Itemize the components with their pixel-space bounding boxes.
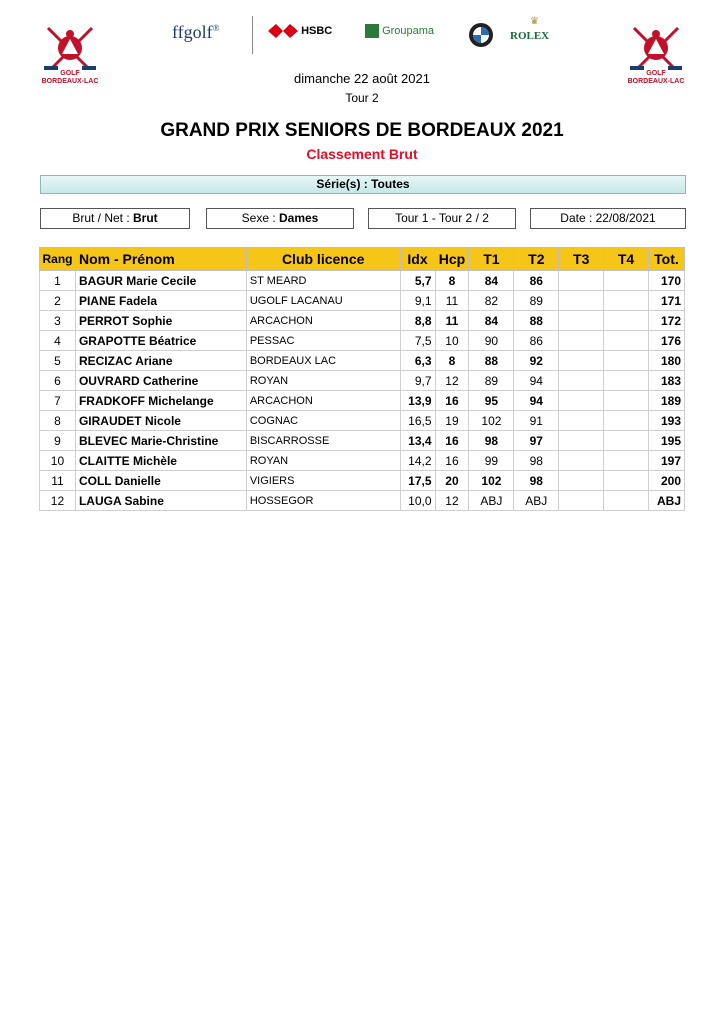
page-subtitle: Classement Brut [306, 146, 418, 162]
handicap-cell: 12 [435, 491, 469, 511]
t3-score-cell [559, 271, 604, 291]
date-filter: Date : 22/08/2021 [530, 208, 686, 229]
index-cell: 13,4 [400, 431, 435, 451]
index-cell: 9,7 [400, 371, 435, 391]
handicap-cell: 8 [435, 271, 469, 291]
rolex-crown-icon: ♛ [530, 16, 539, 27]
t4-score-cell [604, 411, 649, 431]
total-score-cell: 176 [648, 331, 684, 351]
rank-cell: 7 [40, 391, 76, 411]
page-title: GRAND PRIX SENIORS DE BORDEAUX 2021 [160, 120, 564, 141]
hsbc-logo: HSBC [268, 24, 332, 38]
handicap-cell: 16 [435, 431, 469, 451]
col-header-t1: T1 [469, 248, 514, 271]
t1-score-cell: 95 [469, 391, 514, 411]
index-cell: 6,3 [400, 351, 435, 371]
t4-score-cell [604, 391, 649, 411]
logo-left-line2: BORDEAUX-LAC [41, 78, 99, 85]
groupama-leaf-icon [365, 24, 379, 38]
t4-score-cell [604, 351, 649, 371]
total-score-cell: 200 [648, 471, 684, 491]
t3-score-cell [559, 391, 604, 411]
handicap-cell: 11 [435, 311, 469, 331]
t4-score-cell [604, 291, 649, 311]
table-row [40, 271, 685, 291]
rank-cell: 4 [40, 331, 76, 351]
t2-score-cell: 98 [514, 451, 559, 471]
rank-cell: 12 [40, 491, 76, 511]
brut-net-value: Brut [133, 211, 158, 225]
handicap-cell: 8 [435, 351, 469, 371]
index-cell: 10,0 [400, 491, 435, 511]
t3-score-cell [559, 491, 604, 511]
t3-score-cell [559, 371, 604, 391]
total-score-cell: 189 [648, 391, 684, 411]
total-score-cell: 193 [648, 411, 684, 431]
player-name-cell: PIANE Fadela [75, 291, 246, 311]
t3-score-cell [559, 411, 604, 431]
col-header-rang: Rang [40, 248, 76, 271]
col-header-t2: T2 [514, 248, 559, 271]
handicap-cell: 11 [435, 291, 469, 311]
player-name-cell: FRADKOFF Michelange [75, 391, 246, 411]
col-header-t4: T4 [604, 248, 649, 271]
index-cell: 5,7 [400, 271, 435, 291]
total-score-cell: 197 [648, 451, 684, 471]
table-row [40, 311, 685, 331]
t2-score-cell: 98 [514, 471, 559, 491]
sexe-label: Sexe : [241, 211, 279, 225]
player-name-cell: RECIZAC Ariane [75, 351, 246, 371]
total-score-cell: 195 [648, 431, 684, 451]
rank-cell: 6 [40, 371, 76, 391]
player-name-cell: BAGUR Marie Cecile [75, 271, 246, 291]
player-name-cell: OUVRARD Catherine [75, 371, 246, 391]
handicap-cell: 10 [435, 331, 469, 351]
rolex-logo: ROLEX [510, 30, 550, 42]
table-row [40, 331, 685, 351]
sponsor-strip [160, 14, 580, 58]
table-row [40, 471, 685, 491]
player-name-cell: BLEVEC Marie-Christine [75, 431, 246, 451]
rank-cell: 5 [40, 351, 76, 371]
brut-net-label: Brut / Net : [72, 211, 133, 225]
index-cell: 16,5 [400, 411, 435, 431]
t3-score-cell [559, 311, 604, 331]
t1-score-cell: 84 [469, 311, 514, 331]
t4-score-cell [604, 431, 649, 451]
t3-score-cell [559, 451, 604, 471]
series-bar: Série(s) : Toutes [40, 175, 686, 194]
t2-score-cell: 91 [514, 411, 559, 431]
t1-score-cell: 102 [469, 471, 514, 491]
sexe-filter [206, 208, 354, 229]
rank-cell: 9 [40, 431, 76, 451]
table-row [40, 491, 685, 511]
handicap-cell: 16 [435, 391, 469, 411]
total-score-cell: 171 [648, 291, 684, 311]
t2-score-cell: 97 [514, 431, 559, 451]
player-name-cell: COLL Danielle [75, 471, 246, 491]
tour-label: Tour 2 [345, 91, 379, 105]
sexe-value: Dames [279, 211, 319, 225]
t4-score-cell [604, 491, 649, 511]
results-table [39, 247, 685, 511]
table-row [40, 391, 685, 411]
t4-score-cell [604, 331, 649, 351]
total-score-cell: 180 [648, 351, 684, 371]
club-cell: ROYAN [246, 371, 400, 391]
rank-cell: 8 [40, 411, 76, 431]
rank-cell: 2 [40, 291, 76, 311]
col-header-club: Club licence [246, 248, 400, 271]
brut-net-filter [40, 208, 190, 229]
t3-score-cell [559, 351, 604, 371]
t1-score-cell: 102 [469, 411, 514, 431]
club-cell: VIGIERS [246, 471, 400, 491]
table-row [40, 291, 685, 311]
club-cell: UGOLF LACANAU [246, 291, 400, 311]
index-cell: 7,5 [400, 331, 435, 351]
club-cell: ST MEARD [246, 271, 400, 291]
t1-score-cell: 99 [469, 451, 514, 471]
logo-right-line1: GOLF [646, 70, 666, 77]
t3-score-cell [559, 331, 604, 351]
handicap-cell: 20 [435, 471, 469, 491]
logo-right-line2: BORDEAUX-LAC [627, 78, 685, 85]
rank-cell: 11 [40, 471, 76, 491]
t4-score-cell [604, 451, 649, 471]
col-header-hcp: Hcp [435, 248, 469, 271]
col-header-idx: Idx [400, 248, 435, 271]
golf-crest-icon [38, 22, 102, 72]
club-cell: ARCACHON [246, 311, 400, 331]
index-cell: 8,8 [400, 311, 435, 331]
t1-score-cell: 98 [469, 431, 514, 451]
index-cell: 17,5 [400, 471, 435, 491]
bmw-roundel-icon [468, 22, 494, 48]
t2-score-cell: 92 [514, 351, 559, 371]
sponsor-divider [252, 16, 253, 54]
table-row [40, 351, 685, 371]
t1-score-cell: 84 [469, 271, 514, 291]
t1-score-cell: 90 [469, 331, 514, 351]
t1-score-cell: ABJ [469, 491, 514, 511]
golf-crest-icon [624, 22, 688, 72]
hsbc-hexagon-icon [268, 24, 298, 38]
index-cell: 14,2 [400, 451, 435, 471]
club-cell: BISCARROSSE [246, 431, 400, 451]
event-date: dimanche 22 août 2021 [294, 71, 430, 86]
table-row [40, 451, 685, 471]
club-cell: COGNAC [246, 411, 400, 431]
club-cell: BORDEAUX LAC [246, 351, 400, 371]
total-score-cell: ABJ [648, 491, 684, 511]
club-cell: ROYAN [246, 451, 400, 471]
table-row [40, 411, 685, 431]
t3-score-cell [559, 471, 604, 491]
handicap-cell: 12 [435, 371, 469, 391]
rank-cell: 10 [40, 451, 76, 471]
rank-cell: 1 [40, 271, 76, 291]
t4-score-cell [604, 471, 649, 491]
t2-score-cell: 89 [514, 291, 559, 311]
groupama-logo: Groupama [365, 24, 434, 38]
club-cell: HOSSEGOR [246, 491, 400, 511]
index-cell: 13,9 [400, 391, 435, 411]
player-name-cell: GRAPOTTE Béatrice [75, 331, 246, 351]
t2-score-cell: 86 [514, 331, 559, 351]
col-header-nom: Nom - Prénom [75, 248, 246, 271]
bmw-logo [468, 22, 494, 53]
player-name-cell: LAUGA Sabine [75, 491, 246, 511]
t3-score-cell [559, 431, 604, 451]
total-score-cell: 170 [648, 271, 684, 291]
t2-score-cell: ABJ [514, 491, 559, 511]
tour-range-filter: Tour 1 - Tour 2 / 2 [368, 208, 516, 229]
index-cell: 9,1 [400, 291, 435, 311]
t1-score-cell: 88 [469, 351, 514, 371]
handicap-cell: 16 [435, 451, 469, 471]
t4-score-cell [604, 271, 649, 291]
t3-score-cell [559, 291, 604, 311]
club-cell: PESSAC [246, 331, 400, 351]
t2-score-cell: 94 [514, 391, 559, 411]
handicap-cell: 19 [435, 411, 469, 431]
t1-score-cell: 89 [469, 371, 514, 391]
player-name-cell: PERROT Sophie [75, 311, 246, 331]
t2-score-cell: 88 [514, 311, 559, 331]
table-row [40, 431, 685, 451]
t4-score-cell [604, 371, 649, 391]
rank-cell: 3 [40, 311, 76, 331]
col-header-tot: Tot. [648, 248, 684, 271]
t1-score-cell: 82 [469, 291, 514, 311]
t2-score-cell: 86 [514, 271, 559, 291]
ffgolf-logo: ffgolf® [172, 22, 220, 42]
logo-left-line1: GOLF [60, 70, 80, 77]
t2-score-cell: 94 [514, 371, 559, 391]
table-header-row [40, 248, 685, 271]
club-cell: ARCACHON [246, 391, 400, 411]
total-score-cell: 172 [648, 311, 684, 331]
player-name-cell: GIRAUDET Nicole [75, 411, 246, 431]
col-header-t3: T3 [559, 248, 604, 271]
player-name-cell: CLAITTE Michèle [75, 451, 246, 471]
t4-score-cell [604, 311, 649, 331]
total-score-cell: 183 [648, 371, 684, 391]
table-row [40, 371, 685, 391]
